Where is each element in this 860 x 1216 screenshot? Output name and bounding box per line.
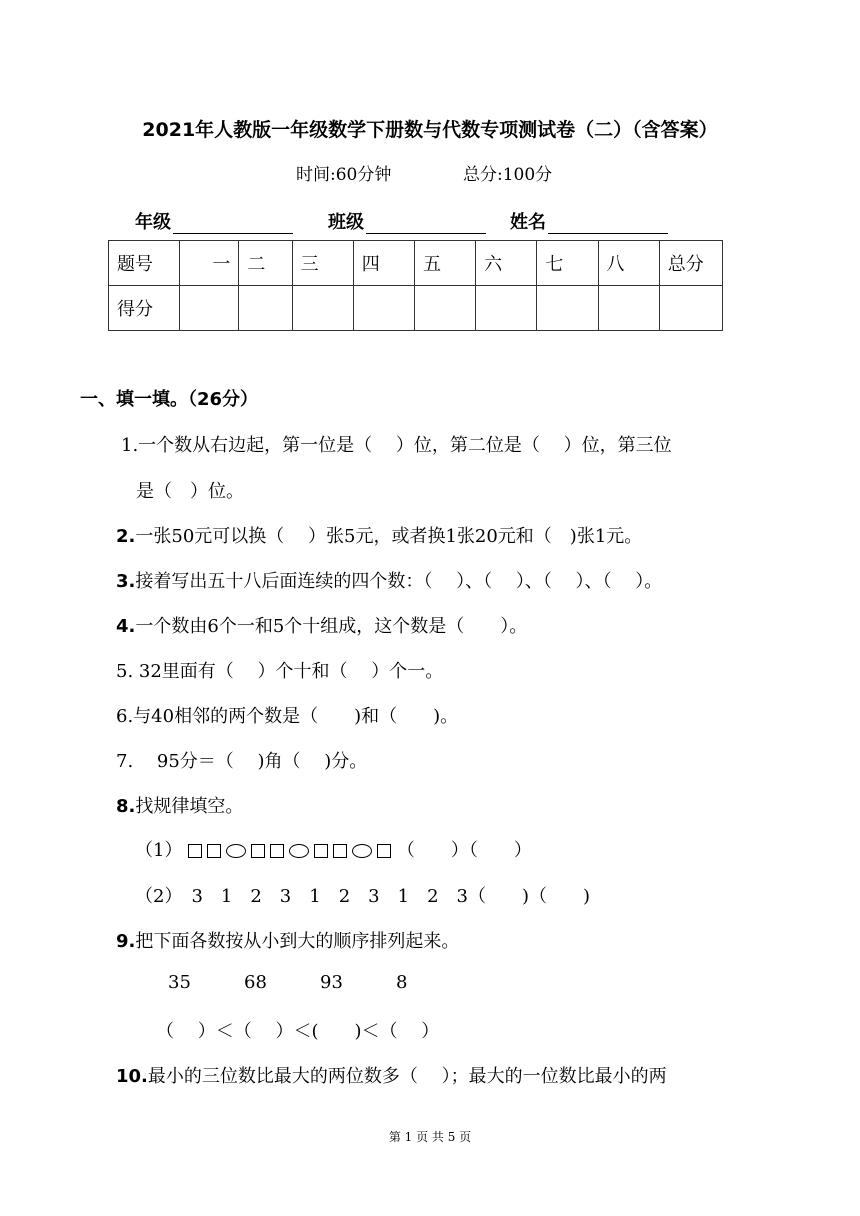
class-label: 班级 [328,212,364,233]
number-93: 93 [320,972,343,993]
class-field[interactable] [328,208,486,234]
name-field[interactable] [510,208,668,234]
question-3 [116,567,662,593]
header-cell: 三 [292,241,353,286]
question-number: 10. [116,1066,148,1087]
score-cell[interactable] [180,286,239,331]
question-text: 把下面各数按从小到大的顺序排列起来。 [135,931,460,952]
question-number: 2. [116,526,136,547]
header-cell: 题号 [109,241,180,286]
grade-label: 年级 [135,212,171,233]
square-shape [333,844,347,858]
header-cell: 一 [180,241,239,286]
page-footer: 第 1 页 共 5 页 [388,1130,472,1144]
question-number: 9. [116,931,136,952]
oval-shape [226,844,246,858]
question-number: 4. [116,616,136,637]
question-8 [116,792,243,818]
score-row-label: 得分 [109,286,180,331]
shape-pattern [188,844,391,858]
grade-field[interactable] [135,208,293,234]
question-text: 最小的三位数比最大的两位数多（ ）；最大的一位数比最小的两 [147,1066,667,1087]
question-6: 6.与40相邻的两个数是（ )和（ )。 [116,706,459,727]
number-68: 68 [244,972,267,993]
question-2 [116,522,642,548]
question-text: 接着写出五十八后面连续的四个数：（ ）、（ ）、（ ）、（ ）。 [135,571,663,592]
header-cell: 七 [537,241,598,286]
square-shape [207,844,221,858]
score-cell[interactable] [476,286,537,331]
square-shape [377,844,391,858]
name-label: 姓名 [510,212,546,233]
score-table-score-row [109,286,723,331]
name-blank[interactable] [548,215,668,234]
number-35: 35 [168,972,191,993]
header-cell: 八 [598,241,659,286]
exam-time: 时间:60分钟 [296,165,392,185]
question-9 [116,927,459,953]
score-cell[interactable] [659,286,722,331]
score-cell[interactable] [414,286,475,331]
score-table-header-row [109,241,723,286]
question-8-part-1 [135,836,532,862]
section-heading: 一、填一填。（26分） [80,389,259,410]
document-title: 2021年人教版一年级数学下册数与代数专项测试卷（二）（含答案） [142,119,718,141]
exam-total-score: 总分:100分 [463,165,553,185]
question-1-line-2: 是（ ）位。 [136,481,244,502]
ordering-blanks: （ ）＜（ ）＜( )＜（ ） [156,1021,440,1042]
square-shape [270,844,284,858]
header-cell: 五 [414,241,475,286]
grade-blank[interactable] [173,215,293,234]
question-number: 8. [116,796,136,817]
question-8-part-2: （2） 3 1 2 3 1 2 3 1 2 3（ )（ ) [135,886,591,907]
header-cell: 二 [239,241,292,286]
score-cell[interactable] [292,286,353,331]
score-cell[interactable] [353,286,414,331]
square-shape [251,844,265,858]
score-cell[interactable] [239,286,292,331]
oval-shape [289,844,309,858]
pattern-answer-blanks: （ ）（ ） [396,840,532,861]
number-8: 8 [396,972,408,993]
question-4 [116,612,527,638]
question-7: 7. 95分＝（ )角（ )分。 [116,751,368,772]
square-shape [314,844,328,858]
question-number: 3. [116,571,136,592]
question-10 [116,1062,667,1088]
score-cell[interactable] [537,286,598,331]
question-5: 5. 32里面有（ ）个十和（ ）个一。 [116,661,444,682]
score-table [108,240,723,331]
score-cell[interactable] [598,286,659,331]
question-text: 找规律填空。 [135,796,244,817]
question-text: 一张50元可以换（ ）张5元，或者换1张20元和（ )张1元。 [135,526,643,547]
question-1-line-1: 1.一个数从右边起，第一位是（ ）位，第二位是（ ）位，第三位 [121,435,672,456]
oval-shape [352,844,372,858]
square-shape [188,844,202,858]
class-blank[interactable] [366,215,486,234]
header-cell: 四 [353,241,414,286]
part-label: （1） [135,840,183,861]
header-cell: 总分 [659,241,722,286]
header-cell: 六 [476,241,537,286]
question-text: 一个数由6个一和5个十组成，这个数是（ ）。 [135,616,528,637]
